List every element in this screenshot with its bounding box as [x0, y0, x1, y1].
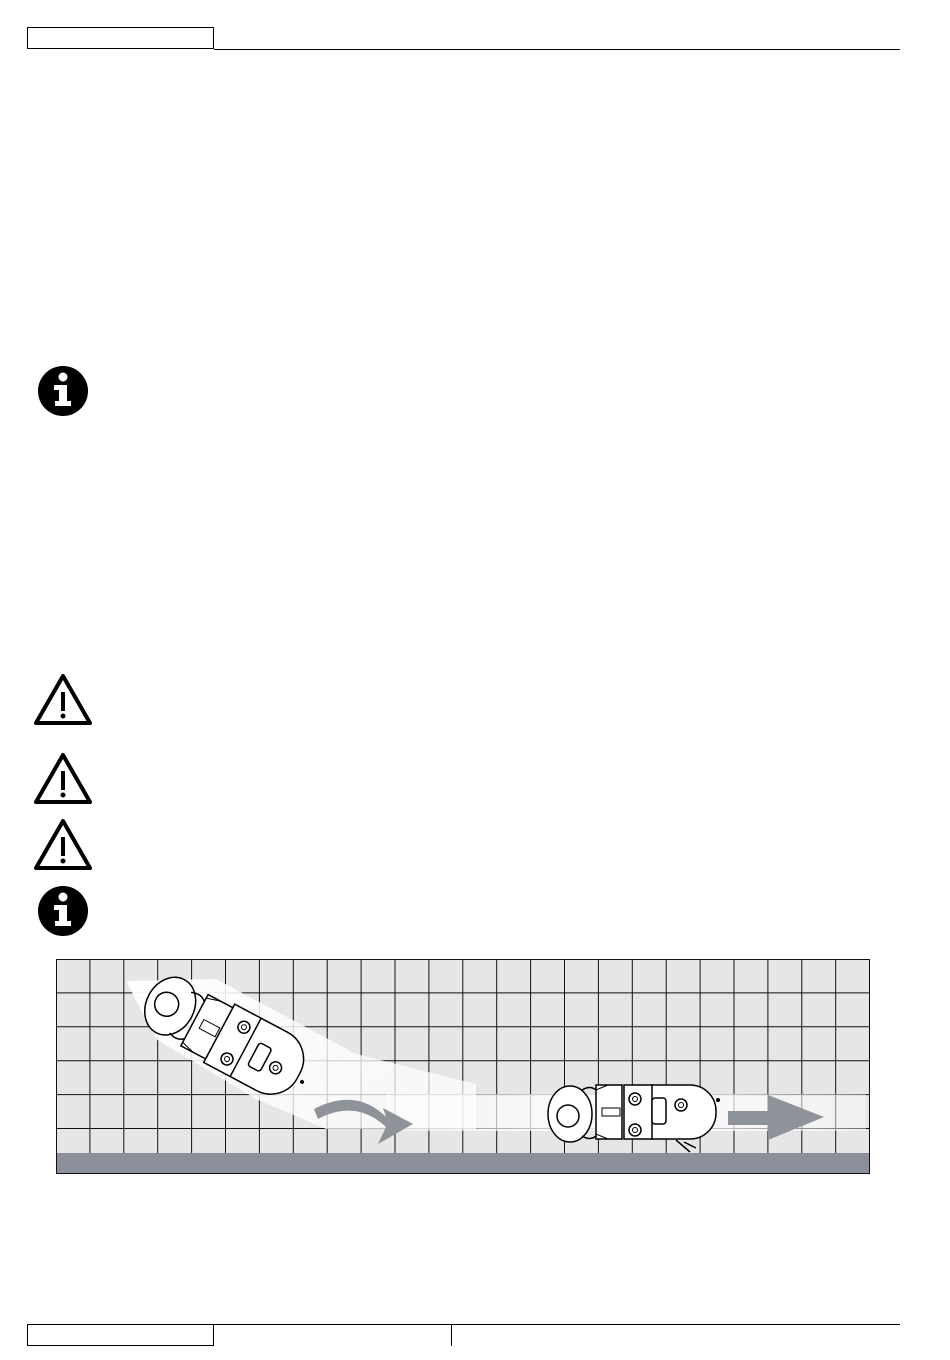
footer-box [27, 1324, 214, 1346]
footer-divider [451, 1324, 452, 1346]
wall-band [56, 1153, 870, 1174]
footer-rule [214, 1324, 900, 1325]
floor-scrubber-illustration [56, 959, 870, 1174]
info-icon [36, 884, 90, 938]
warning-triangle-icon [33, 673, 93, 727]
warning-triangle-icon [33, 752, 93, 806]
info-icon [36, 364, 90, 418]
warning-triangle-icon [33, 818, 93, 872]
header-box [27, 27, 214, 49]
header-rule [214, 49, 900, 50]
